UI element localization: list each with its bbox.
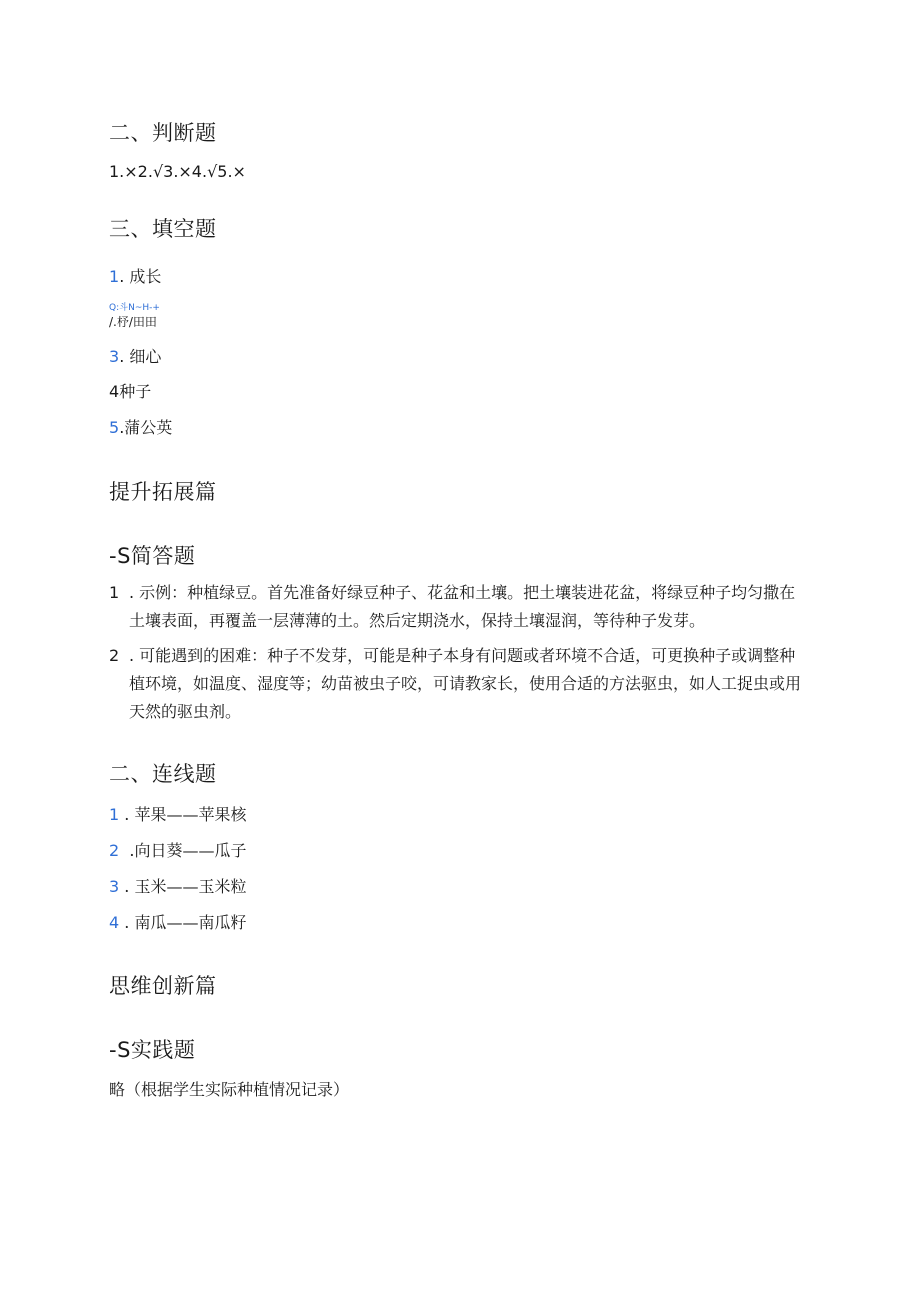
short-answer-item-2: [109, 642, 809, 726]
matching-item-3: [109, 874, 246, 897]
item-number: 1: [109, 583, 120, 602]
item-text: .蒲公英: [119, 418, 173, 437]
item-text: . 玉米——玉米粒: [124, 877, 247, 896]
item-number: 2: [109, 646, 120, 665]
item-number: 1: [109, 805, 120, 824]
practice-heading: -S实践题: [109, 1038, 196, 1062]
advanced-section-title: 提升拓展篇: [109, 480, 217, 504]
fill-blank-item-3: [109, 344, 161, 367]
item-text: . 细心: [119, 347, 162, 366]
item-number: 3: [109, 877, 120, 896]
judgement-heading: 二、判断题: [109, 121, 217, 145]
matching-heading: 二、连线题: [109, 762, 217, 786]
judgement-answers: 1.×2.√3.×4.√5.×: [109, 162, 246, 181]
item-number: 1: [109, 267, 120, 286]
matching-item-4: [109, 910, 246, 933]
matching-item-2: [109, 838, 246, 861]
item-text: . 可能遇到的困难：种子不发芽，可能是种子本身有问题或者环境不合适，可更换种子或调整种植环境，如温度、湿度等；幼苗被虫子咬，可请教家长，使用合适的方法驱虫，如人工捉虫或用天然的驱虫剂。: [129, 646, 802, 721]
item-text: . 苹果——苹果核: [124, 805, 247, 824]
item-number: 4: [109, 913, 120, 932]
creative-section-title: 思维创新篇: [109, 974, 217, 998]
item-number: 4: [109, 382, 120, 401]
item-number: 5: [109, 418, 120, 437]
fill-blank-item-2-line-1: Q:斗N~H-+: [109, 303, 160, 313]
fill-blank-item-2-line-2: /.杼/田田: [109, 315, 157, 329]
item-text: . 成长: [119, 267, 162, 286]
short-answer-item-1: [109, 579, 809, 635]
fill-blank-item-4: [109, 379, 151, 402]
practice-answer: 略（根据学生实际种植情况记录）: [109, 1080, 350, 1099]
item-text: 种子: [119, 382, 152, 401]
item-text: . 示例：种植绿豆。首先准备好绿豆种子、花盆和土壤。把土壤装进花盆，将绿豆种子均匀撒在土壤表面，再覆盖一层薄薄的土。然后定期浇水，保持土壤湿润，等待种子发芽。: [129, 583, 796, 630]
short-answer-heading: -S简答题: [109, 544, 196, 568]
matching-item-1: [109, 802, 246, 825]
fill-blank-item-5: [109, 415, 172, 438]
item-text: .向日葵——瓜子: [129, 841, 247, 860]
fill-blank-item-1: [109, 264, 161, 287]
item-number: 3: [109, 347, 120, 366]
fill-blank-heading: 三、填空题: [109, 217, 217, 241]
item-text: . 南瓜——南瓜籽: [124, 913, 247, 932]
item-number: 2: [109, 841, 120, 860]
